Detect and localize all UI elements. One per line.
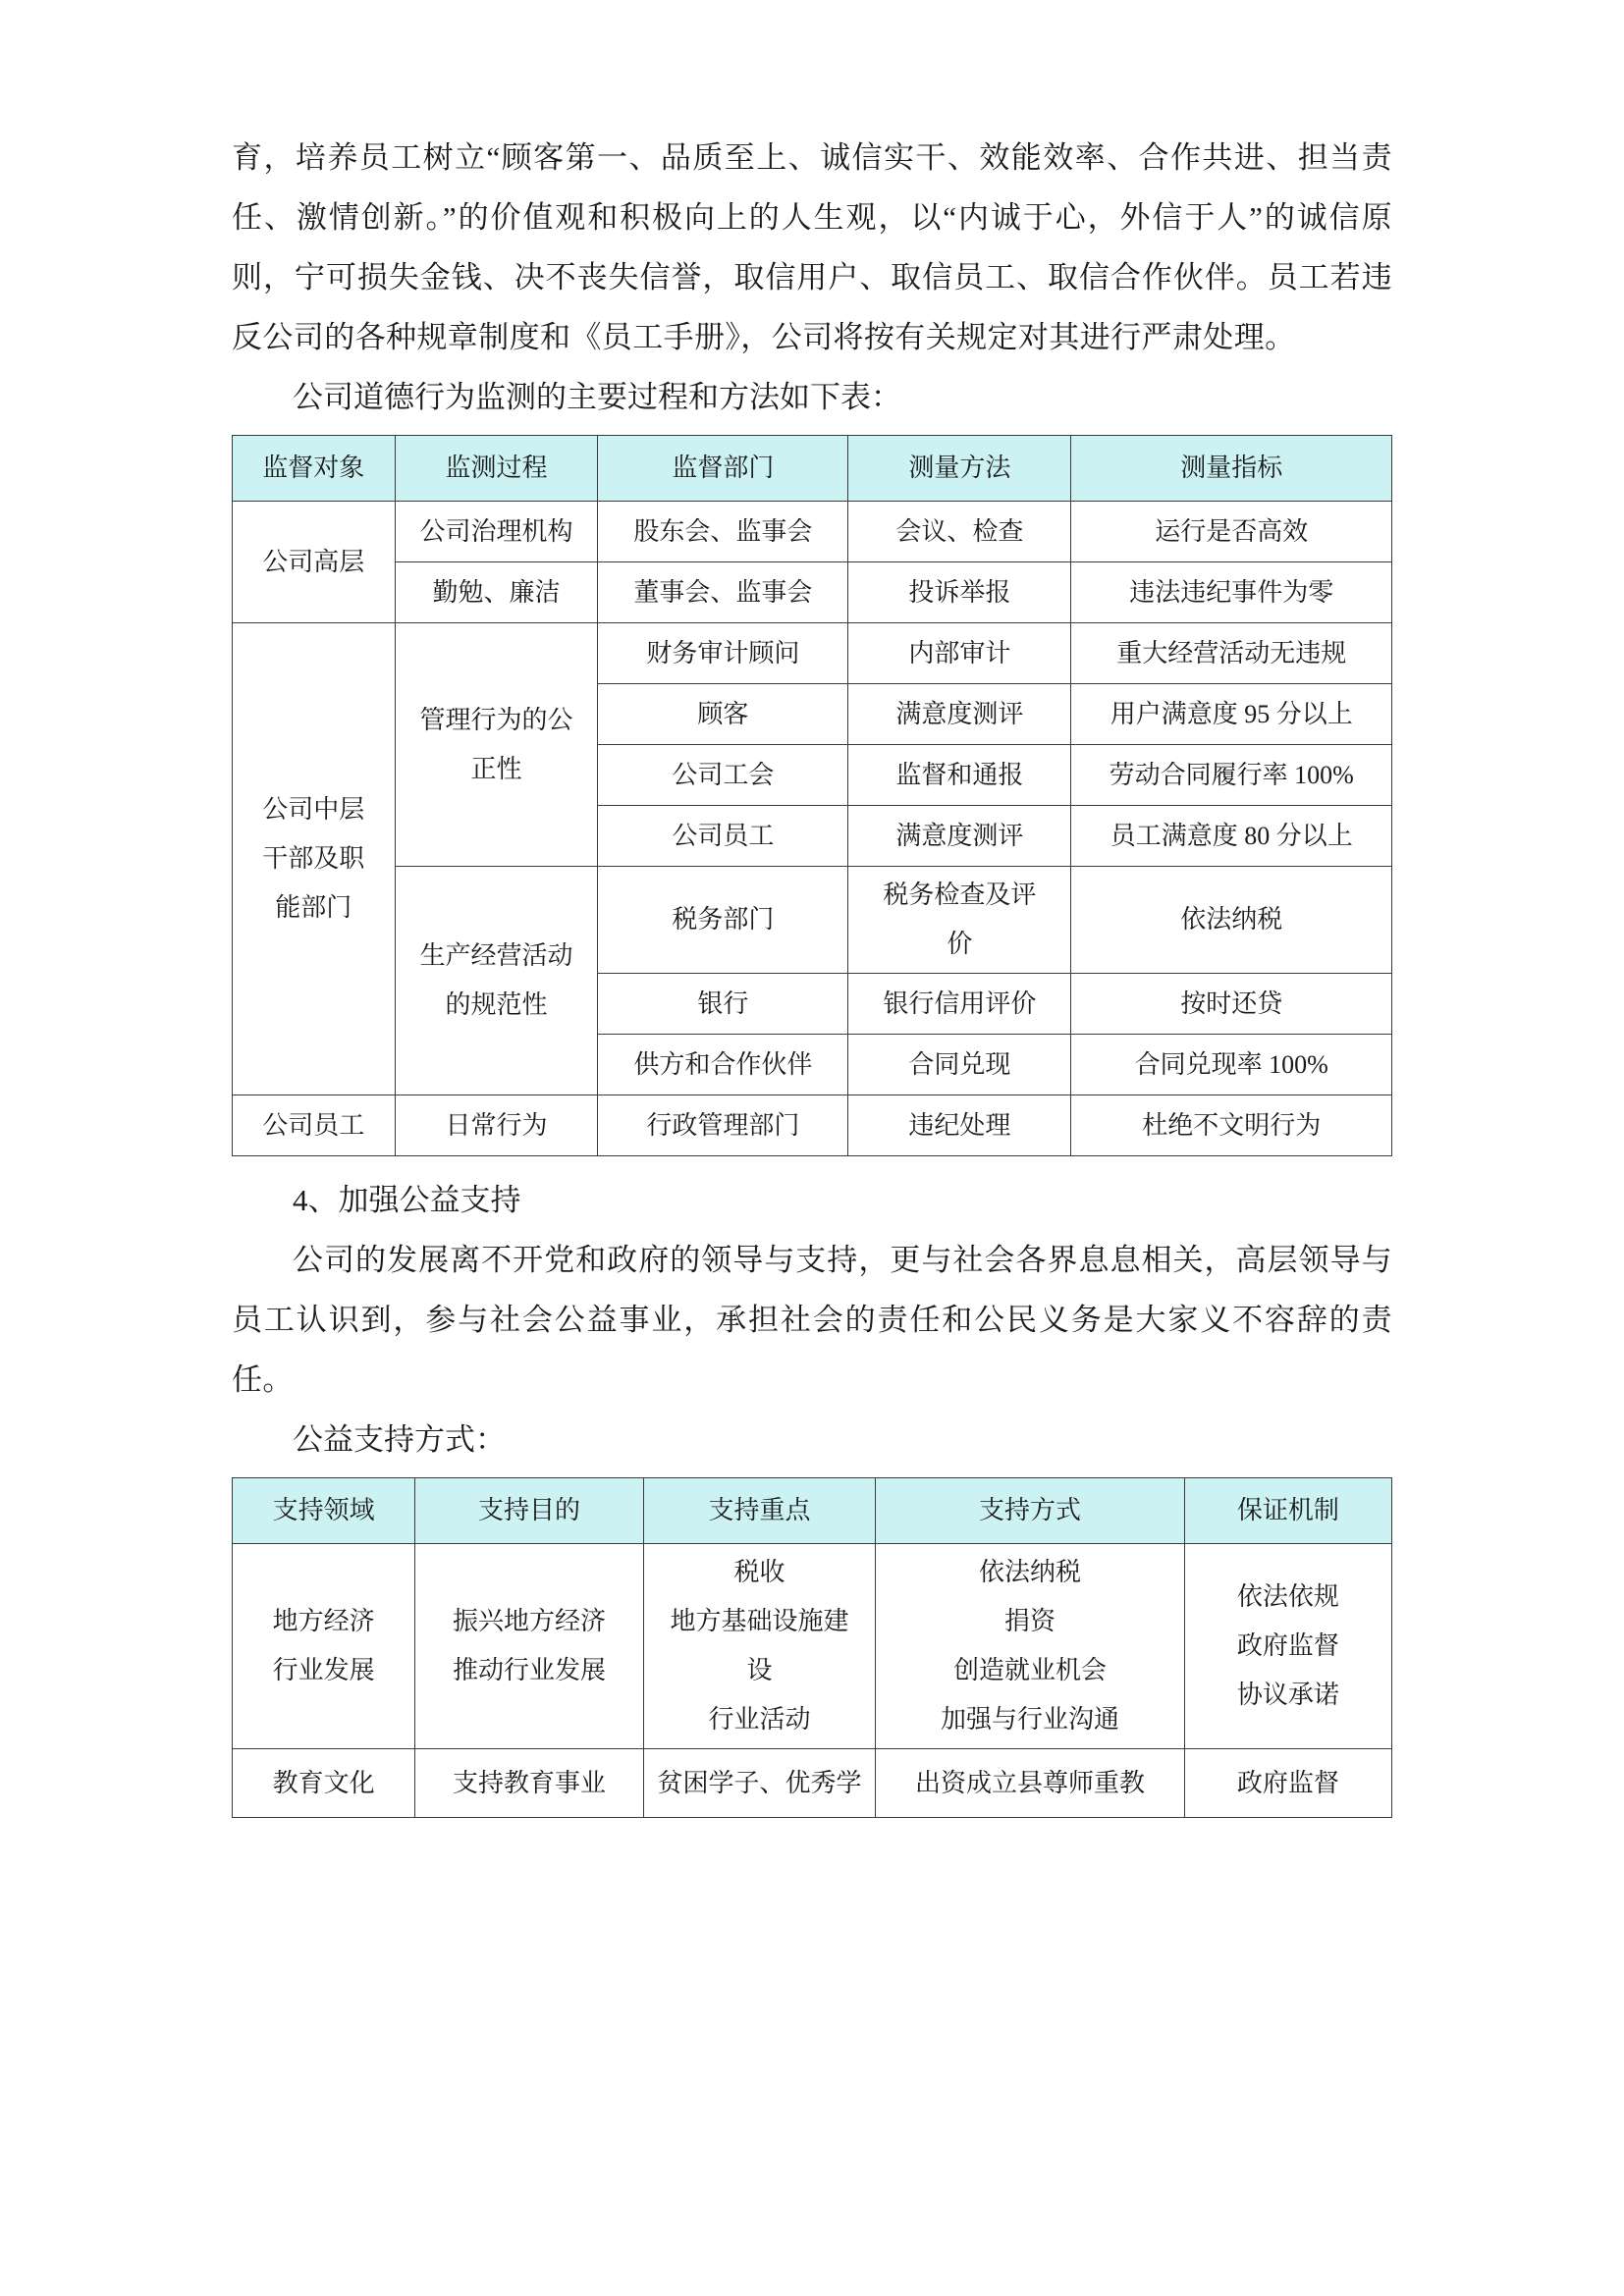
cell-object-senior: 公司高层 bbox=[233, 502, 396, 623]
guarantee-line2: 政府监督 bbox=[1236, 1631, 1339, 1660]
cell-method bbox=[848, 867, 1071, 974]
table-header-row bbox=[233, 436, 1392, 502]
object-middle-line1: 公司中层 bbox=[262, 795, 365, 824]
method-line3: 创造就业机会 bbox=[952, 1656, 1107, 1684]
public-welfare-support-table bbox=[232, 1477, 1392, 1818]
field-line1: 地方经济 bbox=[272, 1607, 375, 1635]
spacer bbox=[232, 1156, 1392, 1170]
cell-process: 日常行为 bbox=[395, 1095, 598, 1156]
column-header-support-purpose: 支持目的 bbox=[415, 1478, 644, 1544]
section-heading-public-welfare: 4、加强公益支持 bbox=[293, 1183, 521, 1217]
cell-department: 公司工会 bbox=[598, 745, 848, 806]
process-operations-line1: 生产经营活动 bbox=[419, 941, 573, 970]
cell-method: 合同兑现 bbox=[848, 1035, 1071, 1095]
cell-department: 公司员工 bbox=[598, 806, 848, 867]
table-row bbox=[233, 1544, 1392, 1749]
table-row bbox=[233, 623, 1392, 684]
cell-method: 监督和通报 bbox=[848, 745, 1071, 806]
table1-lead-text: 公司道德行为监测的主要过程和方法如下表： bbox=[293, 380, 901, 414]
cell-support-purpose: 支持教育事业 bbox=[415, 1749, 644, 1818]
cell-department: 税务部门 bbox=[598, 867, 848, 974]
cell-department: 行政管理部门 bbox=[598, 1095, 848, 1156]
cell-object-middle bbox=[233, 623, 396, 1095]
column-header-support-focus: 支持重点 bbox=[643, 1478, 875, 1544]
cell-method: 违纪处理 bbox=[848, 1095, 1071, 1156]
object-middle-line2: 干部及职 bbox=[262, 844, 365, 873]
column-header-measurement-method: 测量方法 bbox=[848, 436, 1071, 502]
guarantee-line1: 依法依规 bbox=[1236, 1582, 1339, 1611]
column-header-supervision-object: 监督对象 bbox=[233, 436, 396, 502]
ethics-monitoring-table bbox=[232, 435, 1392, 1156]
cell-department: 董事会、监事会 bbox=[598, 562, 848, 623]
cell-support-purpose bbox=[415, 1544, 644, 1749]
guarantee-line3: 协议承诺 bbox=[1236, 1681, 1339, 1709]
cell-department: 股东会、监事会 bbox=[598, 502, 848, 562]
focus-line4: 行业活动 bbox=[708, 1705, 811, 1734]
cell-support-field bbox=[233, 1544, 415, 1749]
process-fairness-line2: 正性 bbox=[470, 754, 522, 783]
process-fairness-line1: 管理行为的公 bbox=[419, 705, 573, 734]
purpose-line1: 振兴地方经济 bbox=[452, 1607, 606, 1635]
focus-line2: 地方基础设施建 bbox=[670, 1607, 849, 1635]
section-body-paragraph: 公司的发展离不开党和政府的领导与支持，更与社会各界息息相关，高层领导与员工认识到，参与社会公益事业，承担社会的责任和公民义务是大家义不容辞的责任。 bbox=[232, 1243, 1392, 1397]
cell-method: 投诉举报 bbox=[848, 562, 1071, 623]
cell-indicator: 劳动合同履行率 100% bbox=[1071, 745, 1392, 806]
cell-indicator: 违法违纪事件为零 bbox=[1071, 562, 1392, 623]
column-header-monitoring-process: 监测过程 bbox=[395, 436, 598, 502]
cell-method: 满意度测评 bbox=[848, 684, 1071, 745]
opening-paragraph: 育，培养员工树立“顾客第一、品质至上、诚信实干、效能效率、合作共进、担当责任、激情创新。”的价值观和积极向上的人生观，以“内诚于心，外信于人”的诚信原则，宁可损失金钱、决不丧失信誉，取信用户、取信员工、取信合作伙伴。员工若违反公司的各种规章制度和《员工手册》，公司将按有关规定对其进行严肃处理。 bbox=[232, 140, 1392, 354]
cell-method: 内部审计 bbox=[848, 623, 1071, 684]
field-line2: 行业发展 bbox=[272, 1656, 375, 1684]
table-header-row bbox=[233, 1478, 1392, 1544]
cell-indicator: 重大经营活动无违规 bbox=[1071, 623, 1392, 684]
cell-department: 银行 bbox=[598, 974, 848, 1035]
cell-method: 会议、检查 bbox=[848, 502, 1071, 562]
table2-lead-text: 公益支持方式： bbox=[293, 1422, 506, 1457]
table-row bbox=[233, 867, 1392, 974]
cell-indicator: 按时还贷 bbox=[1071, 974, 1392, 1035]
process-operations-line2: 的规范性 bbox=[445, 990, 548, 1019]
cell-indicator: 用户满意度 95 分以上 bbox=[1071, 684, 1392, 745]
cell-process: 公司治理机构 bbox=[395, 502, 598, 562]
method-line2: 捐资 bbox=[1003, 1607, 1056, 1635]
cell-guarantee-mechanism: 政府监督 bbox=[1184, 1749, 1391, 1818]
column-header-support-field: 支持领域 bbox=[233, 1478, 415, 1544]
cell-indicator: 员工满意度 80 分以上 bbox=[1071, 806, 1392, 867]
cell-support-field: 教育文化 bbox=[233, 1749, 415, 1818]
cell-process-fairness bbox=[395, 623, 598, 867]
cell-object-employee: 公司员工 bbox=[233, 1095, 396, 1156]
purpose-line2: 推动行业发展 bbox=[452, 1656, 606, 1684]
cell-department: 顾客 bbox=[598, 684, 848, 745]
method-tax-line2: 价 bbox=[947, 930, 973, 958]
cell-department: 财务审计顾问 bbox=[598, 623, 848, 684]
cell-indicator: 合同兑现率 100% bbox=[1071, 1035, 1392, 1095]
focus-line1: 税收 bbox=[733, 1558, 785, 1586]
cell-method: 银行信用评价 bbox=[848, 974, 1071, 1035]
column-header-supervision-department: 监督部门 bbox=[598, 436, 848, 502]
object-middle-line3: 能部门 bbox=[275, 893, 352, 922]
cell-indicator: 依法纳税 bbox=[1071, 867, 1392, 974]
method-line4: 加强与行业沟通 bbox=[940, 1705, 1119, 1734]
table-row bbox=[233, 1095, 1392, 1156]
method-tax-line1: 税务检查及评 bbox=[883, 881, 1037, 909]
column-header-support-method: 支持方式 bbox=[876, 1478, 1184, 1544]
cell-guarantee-mechanism bbox=[1184, 1544, 1391, 1749]
cell-process-operations bbox=[395, 867, 598, 1095]
table-row bbox=[233, 502, 1392, 562]
cell-department: 供方和合作伙伴 bbox=[598, 1035, 848, 1095]
table-row bbox=[233, 562, 1392, 623]
cell-process: 勤勉、廉洁 bbox=[395, 562, 598, 623]
cell-support-focus: 贫困学子、优秀学 bbox=[643, 1749, 875, 1818]
cell-support-method: 出资成立县尊师重教 bbox=[876, 1749, 1184, 1818]
cell-support-method bbox=[876, 1544, 1184, 1749]
cell-support-focus bbox=[643, 1544, 875, 1749]
method-line1: 依法纳税 bbox=[978, 1558, 1081, 1586]
cell-method: 满意度测评 bbox=[848, 806, 1071, 867]
cell-indicator: 运行是否高效 bbox=[1071, 502, 1392, 562]
focus-line3: 设 bbox=[746, 1656, 773, 1684]
cell-indicator: 杜绝不文明行为 bbox=[1071, 1095, 1392, 1156]
table-row bbox=[233, 1749, 1392, 1818]
column-header-measurement-indicator: 测量指标 bbox=[1071, 436, 1392, 502]
column-header-guarantee-mechanism: 保证机制 bbox=[1184, 1478, 1391, 1544]
